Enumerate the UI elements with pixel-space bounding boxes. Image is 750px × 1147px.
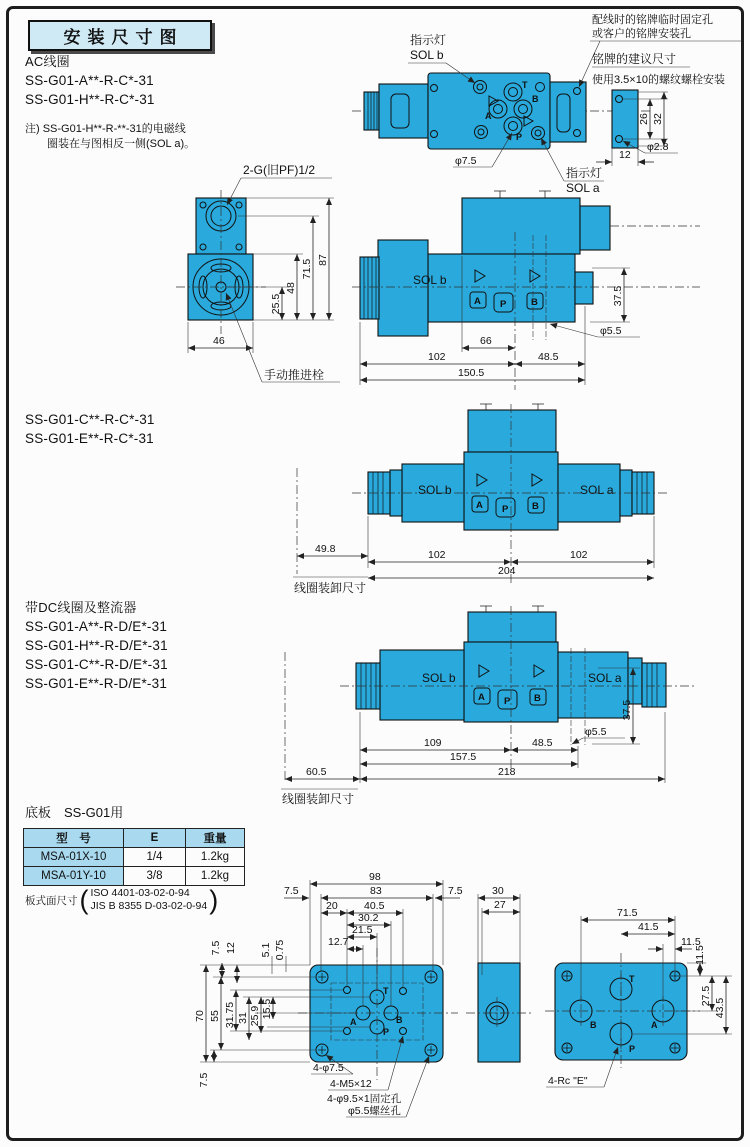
- ac-heading: AC线圈: [25, 54, 70, 69]
- sol-b-label: SOL b: [422, 671, 456, 685]
- dc-heading: 带DC线圈及整流器: [25, 600, 137, 615]
- dim-48: 48: [285, 282, 297, 294]
- sol-b-label: SOL b: [418, 483, 452, 497]
- label-fixing-holes: 4-φ9.5×1固定孔: [327, 1093, 402, 1105]
- dim-30: 30: [492, 885, 504, 897]
- nameplate-note-2: 或客户的铭牌安装孔: [592, 28, 691, 40]
- dim-21-5: 21.5: [352, 924, 373, 936]
- label-4-dia-7-5: 4-φ7.5: [313, 1062, 344, 1074]
- indicator-label-b-2: SOL b: [410, 48, 444, 62]
- stamp-b: B: [531, 297, 538, 308]
- dim-87: 87: [317, 254, 329, 266]
- dim-102-left: 102: [428, 549, 446, 561]
- dim-204: 204: [498, 565, 516, 577]
- drawing-double-solenoid-ac: [293, 404, 668, 595]
- dim-25-9: 25.9: [249, 1005, 261, 1027]
- dim-37-5: 37.5: [621, 699, 633, 721]
- dim-71-5: 71.5: [301, 258, 313, 280]
- close-paren: ): [209, 885, 219, 915]
- solenoid-body: [379, 84, 428, 138]
- port-label-b: B: [532, 94, 539, 104]
- cell-model: MSA-01Y-10: [24, 867, 124, 886]
- indicator-label-a-2: SOL a: [566, 181, 600, 195]
- dc-model-4: SS-G01-E**-R-D/E*-31: [25, 676, 168, 691]
- nameplate-note-1: 配线时的铭牌临时固定孔: [592, 14, 713, 26]
- drawing-subplate-footprint: [194, 871, 463, 1117]
- solenoid-b: [378, 240, 428, 336]
- dim-98: 98: [369, 871, 381, 883]
- stamp-b: B: [534, 693, 541, 704]
- g-port-label: 2-G(旧PF)1/2: [243, 163, 316, 177]
- sol-a-label: SOL a: [588, 671, 622, 685]
- dim-12: 12: [225, 942, 237, 954]
- dim-30-2: 30.2: [358, 912, 379, 924]
- cell-model: MSA-01X-10: [24, 848, 124, 867]
- solenoid-b-dc: [380, 650, 464, 720]
- drawing-end-view: [176, 163, 340, 382]
- dim-7-5-top: 7.5: [210, 940, 222, 956]
- stamp-p: P: [504, 696, 511, 707]
- cell-e: 1/4: [124, 848, 186, 867]
- valve-top-block: [468, 612, 556, 642]
- nameplate-bolt-note: 使用3.5×10的螺纹螺栓安装: [592, 74, 725, 86]
- dim-83: 83: [370, 885, 382, 897]
- drawing-subplate-portface: [545, 907, 732, 1087]
- valve-top-block: [468, 410, 556, 452]
- coil-removal-label: 线圈装卸尺寸: [282, 792, 355, 806]
- cell-weight: 1.2kg: [186, 848, 245, 867]
- dim-157-5: 157.5: [450, 751, 477, 763]
- port-label-t: T: [383, 986, 389, 996]
- page-title: 安装尺寸图: [63, 28, 184, 47]
- manual-pin-label: 手动推进栓: [264, 368, 325, 382]
- valve-top-block: [462, 198, 580, 254]
- dim-np-12: 12: [619, 149, 631, 161]
- dim-5-1: 5.1: [260, 942, 272, 958]
- label-screw-holes: φ5.5螺丝孔: [348, 1105, 401, 1117]
- dim-48-5: 48.5: [538, 351, 559, 363]
- dim-dia-5-5: φ5.5: [585, 726, 607, 738]
- solenoid-knurl: [642, 663, 666, 707]
- dim-20: 20: [326, 900, 338, 912]
- dc-model-3: SS-G01-C**-R-D/E*-31: [25, 657, 168, 672]
- port-label-a: A: [651, 1020, 658, 1030]
- subplate-heading: 底板 SS-G01用: [25, 805, 124, 820]
- dim-71-5: 71.5: [617, 907, 638, 919]
- col-weight: 重量: [186, 829, 245, 848]
- cell-e: 3/8: [124, 867, 186, 886]
- nameplate-size-title: 铭牌的建议尺寸: [592, 52, 677, 66]
- port-label-a: A: [350, 1017, 357, 1027]
- iso-standard: ISO 4401-03-02-0-94: [90, 887, 190, 899]
- dim-27-5: 27.5: [700, 985, 712, 1007]
- stamp-a: A: [474, 296, 481, 307]
- dim-55: 55: [209, 1010, 221, 1022]
- solenoid-a-dc: [558, 652, 628, 718]
- dim-37-5: 37.5: [612, 285, 624, 307]
- jis-standard: JIS B 8355 D-03-02-0-94: [90, 900, 208, 912]
- port-label-b: B: [590, 1020, 597, 1030]
- port-label-p: P: [629, 1044, 636, 1054]
- sol-b-label: SOL b: [413, 273, 447, 287]
- dc-model-1: SS-G01-A**-R-D/E*-31: [25, 619, 168, 634]
- indicator-label-a-1: 指示灯: [566, 166, 603, 180]
- ac-model-1: SS-G01-A**-R-C*-31: [25, 73, 154, 88]
- dim-60-5: 60.5: [306, 766, 327, 778]
- dim-43-5: 43.5: [714, 997, 726, 1019]
- label-4-m5: 4-M5×12: [330, 1078, 372, 1090]
- dim-49-8: 49.8: [315, 543, 336, 555]
- cell-weight: 1.2kg: [186, 867, 245, 886]
- stamp-a: A: [476, 500, 483, 511]
- dim-48-5: 48.5: [532, 737, 553, 749]
- col-e: E: [124, 829, 186, 848]
- port-label-b: B: [396, 1015, 403, 1025]
- dim-31: 31: [237, 1012, 249, 1024]
- dim-102-right: 102: [570, 549, 588, 561]
- dim-0-75: 0.75: [274, 939, 286, 961]
- ac-note-line2: 圈装在与图相反一侧(SOL a)。: [47, 138, 196, 150]
- drawing-side-view-single: [352, 191, 700, 390]
- dim-150-5: 150.5: [458, 367, 485, 379]
- dim-7-5-bottom: 7.5: [198, 1072, 210, 1088]
- dim-np-32: 32: [652, 113, 664, 125]
- stamp-p: P: [500, 299, 507, 310]
- port-label-p: P: [383, 1027, 390, 1037]
- face-label: 板式面尺寸: [25, 894, 78, 907]
- coil-removal-label: 线圈装卸尺寸: [294, 581, 367, 595]
- dim-218: 218: [498, 766, 516, 778]
- ce-model-1: SS-G01-C**-R-C*-31: [25, 412, 155, 427]
- dim-7-5-left: 7.5: [284, 885, 299, 897]
- dim-11-5-horizontal: 11.5: [681, 936, 701, 948]
- dim-70: 70: [194, 1010, 206, 1022]
- open-paren: (: [79, 885, 89, 915]
- dim-dia-5-5: φ5.5: [600, 325, 622, 337]
- label-4-rc-e: 4-Rc "E": [548, 1075, 588, 1087]
- indicator-label-b-1: 指示灯: [410, 33, 447, 47]
- dim-102: 102: [428, 351, 446, 363]
- ac-note-line1: 注) SS-G01-H**-R-**-31的电磁线: [25, 123, 186, 135]
- port-label-t: T: [629, 974, 635, 984]
- ce-model-2: SS-G01-E**-R-C*-31: [25, 431, 154, 446]
- col-model: 型 号: [24, 829, 124, 848]
- dim-12-7: 12.7: [328, 936, 349, 948]
- subplate-side-body: [478, 963, 520, 1062]
- port-label-t: T: [522, 80, 528, 90]
- dim-31-75: 31.75: [224, 1001, 236, 1029]
- dim-46: 46: [213, 335, 225, 347]
- ac-model-2: SS-G01-H**-R-C*-31: [25, 92, 155, 107]
- dim-41-5: 41.5: [638, 921, 659, 933]
- dc-model-2: SS-G01-H**-R-D/E*-31: [25, 638, 168, 653]
- dim-109: 109: [424, 737, 442, 749]
- dim-40-5: 40.5: [364, 900, 385, 912]
- drawing-top-view: [352, 12, 742, 195]
- dim-7-5-right: 7.5: [448, 885, 463, 897]
- dim-15-5: 15.5: [261, 998, 273, 1020]
- dim-27: 27: [494, 899, 506, 911]
- drawing-double-solenoid-dc: [281, 606, 696, 806]
- stamp-a: A: [478, 692, 485, 703]
- dim-25-5: 25.5: [270, 293, 282, 315]
- dim-dia-7-5: φ7.5: [455, 155, 477, 167]
- dim-11-5-vertical: 11.5: [694, 945, 706, 965]
- dim-np-26: 26: [638, 113, 650, 125]
- port-label-p: P: [516, 132, 523, 142]
- stamp-p: P: [502, 504, 509, 515]
- dim-66: 66: [480, 335, 492, 347]
- sol-a-label: SOL a: [580, 483, 614, 497]
- drawing-subplate-side: [466, 885, 532, 1062]
- port-label-a: A: [485, 111, 492, 121]
- stamp-b: B: [532, 501, 539, 512]
- dim-np-dia-2-8: φ2.8: [647, 141, 669, 153]
